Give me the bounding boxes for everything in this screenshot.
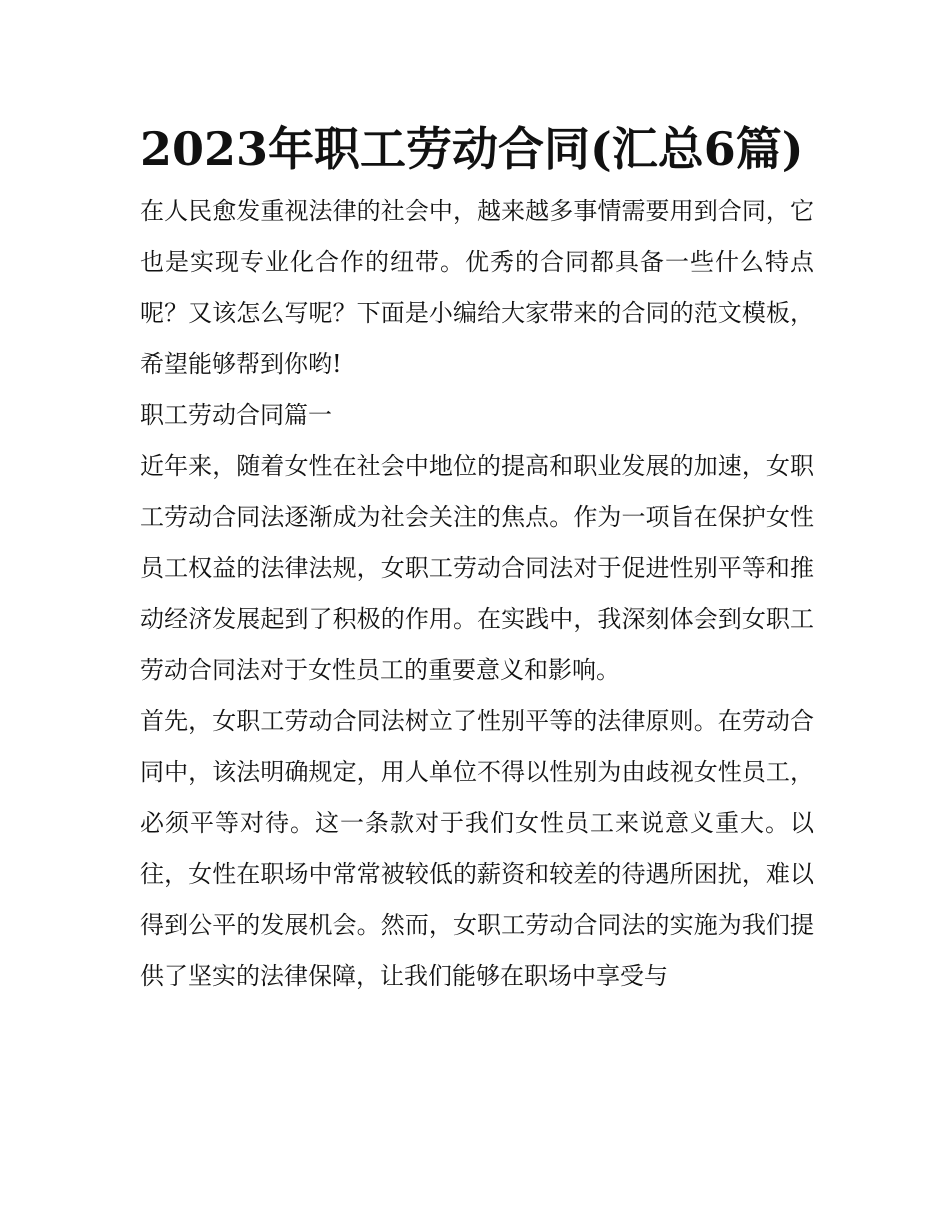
document-title: 2023年职工劳动合同(汇总6篇) (140, 122, 804, 176)
body-paragraph: 近年来，随着女性在社会中地位的提高和职业发展的加速，女职工劳动合同法逐渐成为社会关注的焦点。作为一项旨在保护女性员工权益的法律法规，女职工劳动合同法对于促进性别平等和推动经济发展起到了积极的作用。在实践中，我深刻体会到女职工劳动合同法对于女性员工的重要意义和影响。 (140, 452, 814, 684)
intro-paragraph: 在人民愈发重视法律的社会中，越来越多事情需要用到合同，它也是实现专业化合作的纽带。优秀的合同都具备一些什么特点呢？又该怎么写呢？下面是小编给大家带来的合同的范文模板，希望能够帮到你哟! (140, 197, 814, 378)
document-body (140, 118, 814, 1002)
section-heading: 职工劳动合同篇一 (140, 401, 332, 429)
body-paragraph: 首先，女职工劳动合同法树立了性别平等的法律原则。在劳动合同中，该法明确规定，用人单位不得以性别为由歧视女性员工，必须平等对待。这一条款对于我们女性员工来说意义重大。以往，女性在职场中常常被较低的薪资和较差的待遇所困扰，难以得到公平的发展机会。然而，女职工劳动合同法的实施为我们提供了坚实的法律保障，让我们能够在职场中享受与 (140, 707, 814, 990)
